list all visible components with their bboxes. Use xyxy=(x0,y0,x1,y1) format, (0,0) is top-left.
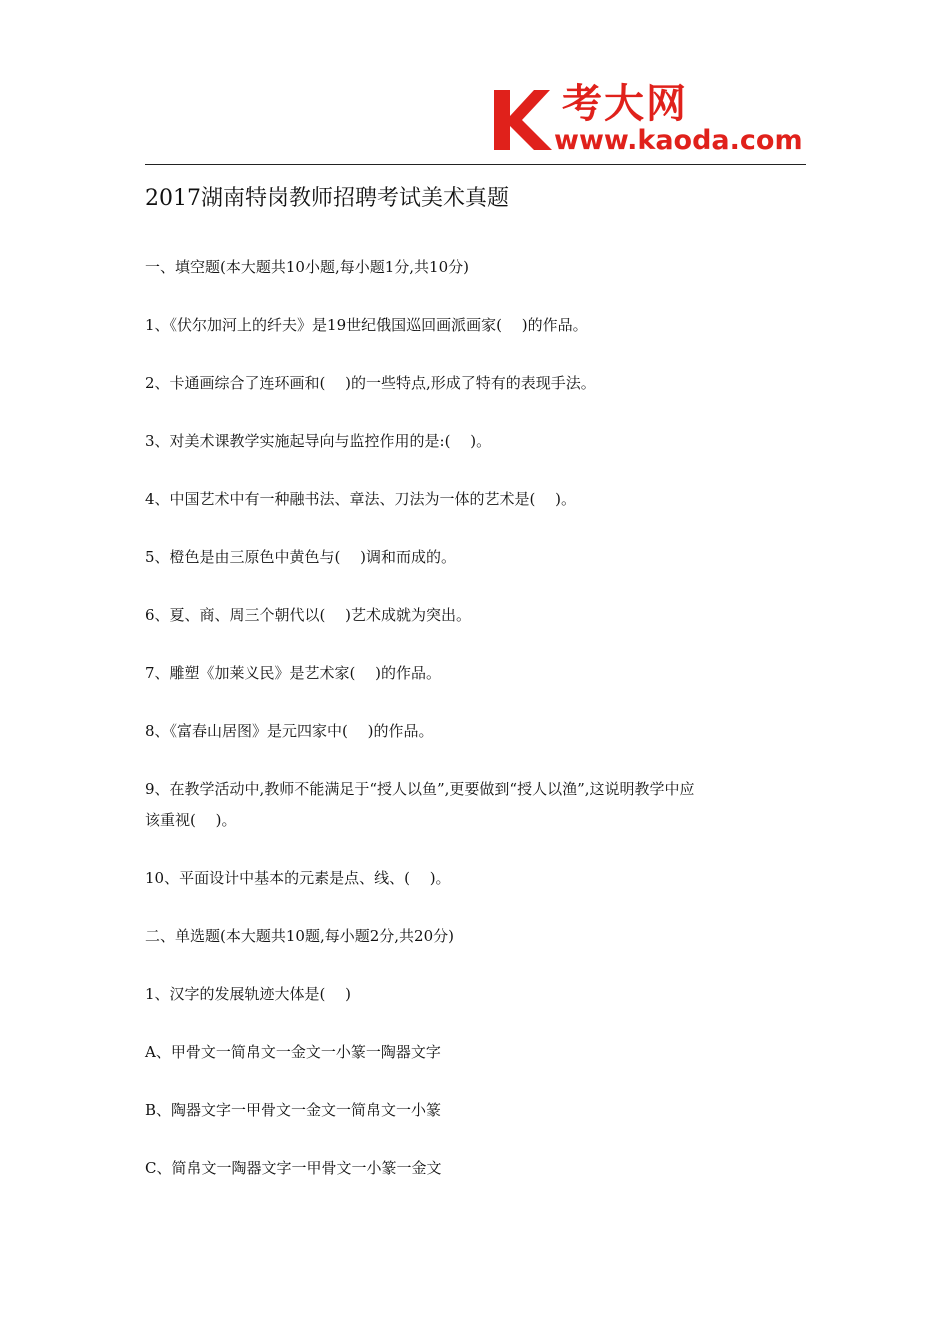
document-title: 2017湖南特岗教师招聘考试美术真题 xyxy=(145,186,509,211)
mc-question-1: 1、汉字的发展轨迹大体是( ) xyxy=(145,985,352,1003)
question-6: 6、夏、商、周三个朝代以( )艺术成就为突出。 xyxy=(145,606,472,624)
question-2: 2、卡通画综合了连环画和( )的一些特点,形成了特有的表现手法。 xyxy=(145,374,596,392)
mc-option-b: B、陶器文字一甲骨文一金文一简帛文一小篆 xyxy=(145,1101,442,1119)
header-divider xyxy=(145,164,806,165)
question-5: 5、橙色是由三原色中黄色与( )调和而成的。 xyxy=(145,548,457,566)
section-heading-fill-blank: 一、填空题(本大题共10小题,每小题1分,共10分) xyxy=(145,258,469,276)
question-4: 4、中国艺术中有一种融书法、章法、刀法为一体的艺术是( )。 xyxy=(145,490,577,508)
question-7: 7、雕塑《加莱义民》是艺术家( )的作品。 xyxy=(145,664,442,682)
question-9-line-2: 该重视( )。 xyxy=(145,811,237,829)
question-10: 10、平面设计中基本的元素是点、线、( )。 xyxy=(145,869,451,887)
question-3: 3、对美术课教学实施起导向与监控作用的是:( )。 xyxy=(145,432,492,450)
question-1: 1、《伏尔加河上的纤夫》是19世纪俄国巡回画派画家( )的作品。 xyxy=(145,316,588,334)
logo-cn-name: 考大网 xyxy=(562,81,688,127)
question-8: 8、《富春山居图》是元四家中( )的作品。 xyxy=(145,722,434,740)
section-heading-single-choice: 二、单选题(本大题共10题,每小题2分,共20分) xyxy=(145,927,454,945)
mc-option-a: A、甲骨文一简帛文一金文一小篆一陶器文字 xyxy=(145,1043,441,1061)
k-logo-icon xyxy=(490,86,552,150)
kaoda-logo xyxy=(490,82,810,160)
question-9-line-1: 9、在教学活动中,教师不能满足于“授人以鱼”,更要做到“授人以渔”,这说明教学中应 xyxy=(145,780,695,798)
mc-option-c: C、简帛文一陶器文字一甲骨文一小篆一金文 xyxy=(145,1159,442,1177)
logo-url: www.kaoda.com xyxy=(554,125,803,156)
